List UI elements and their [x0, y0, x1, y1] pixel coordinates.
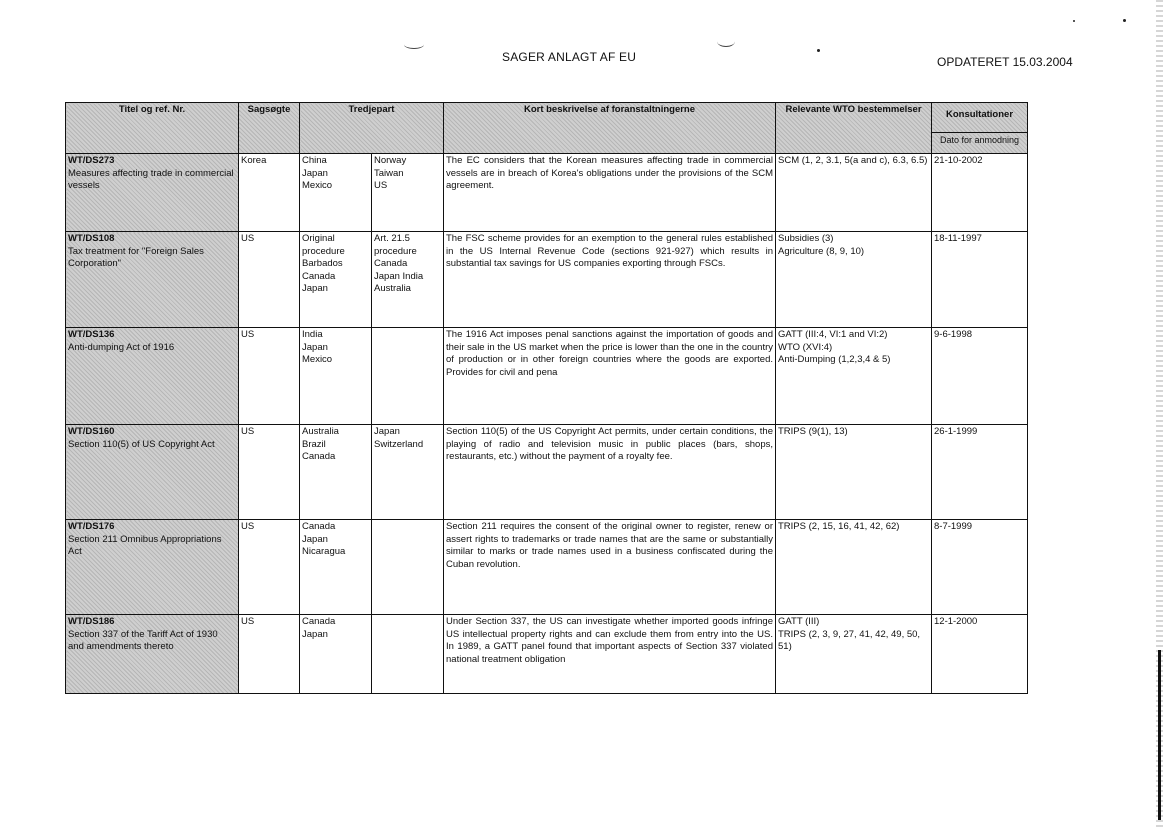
defendant-cell: [239, 328, 300, 425]
wto-cell: [776, 615, 932, 694]
case-name: Section 110(5) of US Copyright Act: [68, 438, 215, 450]
scan-edge-bar: [1158, 650, 1161, 820]
defendant: Korea: [241, 155, 267, 166]
table-row: [66, 154, 1028, 232]
table-row: [66, 328, 1028, 425]
wto-provision: TRIPS (9(1), 13): [778, 426, 848, 437]
case-ref: WT/DS273: [68, 155, 115, 166]
description-cell: [444, 232, 776, 328]
third-party-name: procedure: [374, 245, 417, 257]
third-party-name: Norway: [374, 155, 407, 166]
col-header-request-date: Dato for anmodning: [932, 133, 1028, 154]
third-party-name: Australia: [302, 426, 339, 437]
defendant-cell: [239, 615, 300, 694]
third-party-cell-b: [372, 520, 444, 615]
third-party-name: Barbados: [302, 258, 343, 269]
defendant: US: [241, 426, 255, 437]
description-cell: [444, 154, 776, 232]
date-cell: [932, 232, 1028, 328]
col-header-wto: Relevante WTO bestemmelser: [776, 103, 932, 154]
description-cell: [444, 520, 776, 615]
defendant-cell: [239, 425, 300, 520]
third-party-name: Japan: [302, 167, 328, 179]
case-ref: WT/DS186: [68, 616, 115, 627]
updated-date: OPDATERET 15.03.2004: [937, 55, 1073, 69]
wto-provision: Subsidies (3): [778, 233, 834, 244]
third-party-name: Nicaragua: [302, 546, 346, 557]
wto-provision: WTO (XVI:4): [778, 341, 833, 353]
scan-speck: [1123, 19, 1126, 22]
wto-provision: Anti-Dumping (1,2,3,4 & 5): [778, 354, 891, 365]
third-party-name: Canada: [374, 258, 408, 269]
scan-mark: [717, 36, 735, 47]
scan-mark: [404, 40, 424, 49]
scan-speck: [817, 49, 820, 52]
defendant: US: [241, 329, 255, 340]
third-party-name: Canada: [302, 521, 336, 532]
case-ref: WT/DS108: [68, 233, 115, 244]
description: Section 211 requires the consent of the original owner to register, renew or assert rights to trademarks or trade names that are the same or substantially similar to marks or trade names used in a business confiscated during the Cuban revolution.: [446, 521, 773, 570]
request-date: 21-10-2002: [934, 155, 983, 166]
page-title: SAGER ANLAGT AF EU: [502, 50, 637, 64]
third-party-cell-a: [300, 520, 372, 615]
case-title-cell: [66, 425, 239, 520]
third-party-cell-b: [372, 154, 444, 232]
third-party-name: China: [302, 155, 327, 166]
request-date: 8-7-1999: [934, 521, 973, 532]
third-party-name: US: [374, 180, 388, 191]
wto-provision: Agriculture (8, 9, 10): [778, 245, 865, 257]
case-name: Anti-dumping Act of 1916: [68, 341, 175, 353]
wto-provision: TRIPS (2, 3, 9, 27, 41, 42, 49, 50, 51): [778, 628, 921, 652]
third-party-name: Australia: [374, 283, 411, 294]
third-party-name: Brazil: [302, 438, 326, 450]
defendant-cell: [239, 232, 300, 328]
case-title-cell: [66, 520, 239, 615]
request-date: 9-6-1998: [934, 329, 973, 340]
third-party-name: procedure: [302, 245, 345, 257]
description-cell: [444, 328, 776, 425]
third-party-cell-a: [300, 232, 372, 328]
case-title-cell: [66, 328, 239, 425]
third-party-name: Mexico: [302, 180, 333, 191]
third-party-name: Art. 21.5: [374, 233, 410, 244]
third-party-name: Canada: [302, 616, 336, 627]
wto-cell: [776, 154, 932, 232]
description: The EC considers that the Korean measures affecting trade in commercial vessels are in breach of Korea's obligations under the provisions of the SCM agreement.: [446, 155, 773, 191]
wto-cell: [776, 425, 932, 520]
third-party-name: Mexico: [302, 354, 333, 365]
third-party-name: Japan: [302, 533, 328, 545]
third-party-name: Original: [302, 233, 335, 244]
case-ref: WT/DS136: [68, 329, 115, 340]
date-cell: [932, 154, 1028, 232]
case-ref: WT/DS176: [68, 521, 115, 532]
table-row: [66, 615, 1028, 694]
date-cell: [932, 615, 1028, 694]
col-header-defendant: Sagsøgte: [239, 103, 300, 154]
third-party-cell-b: [372, 328, 444, 425]
table-row: [66, 520, 1028, 615]
description: The 1916 Act imposes penal sanctions against the importation of goods and their sale in the US market when the price is lower than the one in the country of production or in other foreign countries where the goods are exported. Provides for civil and pena: [446, 329, 773, 378]
defendant-cell: [239, 520, 300, 615]
third-party-name: Japan: [302, 628, 328, 640]
defendant: US: [241, 521, 255, 532]
wto-cell: [776, 520, 932, 615]
case-name: Section 211 Omnibus Appropriations Act: [68, 533, 222, 557]
description: Under Section 337, the US can investigate whether imported goods infringe US intellectual property rights and can exclude them from entry into the US. In 1989, a GATT panel found that important aspects of Section 337 violated national treatment obligation: [446, 616, 773, 665]
case-title-cell: [66, 232, 239, 328]
description: The FSC scheme provides for an exemption to the general rules established in the US Internal Revenue Code (sections 921-927) which results in substantial tax savings for US companies exporting through FSCs.: [446, 233, 773, 269]
table-row: [66, 425, 1028, 520]
defendant: US: [241, 616, 255, 627]
wto-cell: [776, 328, 932, 425]
defendant-cell: [239, 154, 300, 232]
wto-provision: GATT (III): [778, 616, 820, 627]
request-date: 18-11-1997: [934, 233, 982, 244]
case-name: Measures affecting trade in commercial vessels: [68, 167, 234, 191]
wto-provision: TRIPS (2, 15, 16, 41, 42, 62): [778, 521, 900, 532]
third-party-name: Japan India: [374, 270, 424, 282]
case-title-cell: [66, 154, 239, 232]
col-header-title: Titel og ref. Nr.: [66, 103, 239, 154]
wto-provision: SCM (1, 2, 3.1, 5(a and c), 6.3, 6.5): [778, 155, 928, 166]
col-header-consultations: Konsultationer: [932, 103, 1028, 133]
third-party-cell-a: [300, 615, 372, 694]
case-name: Section 337 of the Tariff Act of 1930 and amendments thereto: [68, 628, 218, 652]
date-cell: [932, 425, 1028, 520]
third-party-name: Canada: [302, 451, 336, 462]
scan-speck: [1073, 20, 1075, 22]
description: Section 110(5) of the US Copyright Act permits, under certain conditions, the playing of radio and television music in public places (bars, shops, restaurants, etc.) without the payment of a royalty fee.: [446, 426, 773, 462]
third-party-cell-b: [372, 232, 444, 328]
cases-table: [65, 102, 1028, 694]
request-date: 26-1-1999: [934, 426, 978, 437]
third-party-name: Japan: [374, 426, 400, 437]
third-party-name: Taiwan: [374, 167, 404, 179]
case-ref: WT/DS160: [68, 426, 115, 437]
date-cell: [932, 328, 1028, 425]
third-party-cell-a: [300, 328, 372, 425]
third-party-name: Switzerland: [374, 438, 424, 450]
third-party-cell-a: [300, 425, 372, 520]
third-party-name: Japan: [302, 283, 328, 294]
third-party-cell-a: [300, 154, 372, 232]
third-party-name: Canada: [302, 270, 336, 282]
case-title-cell: [66, 615, 239, 694]
table-row: [66, 232, 1028, 328]
description-cell: [444, 425, 776, 520]
request-date: 12-1-2000: [934, 616, 978, 627]
third-party-name: India: [302, 329, 323, 340]
defendant: US: [241, 233, 255, 244]
col-header-third-party: Tredjepart: [300, 103, 444, 154]
third-party-name: Japan: [302, 341, 328, 353]
col-header-description: Kort beskrivelse af foranstaltningerne: [444, 103, 776, 154]
case-name: Tax treatment for "Foreign Sales Corporation": [68, 245, 204, 269]
wto-provision: GATT (III:4, VI:1 and VI:2): [778, 329, 888, 340]
third-party-cell-b: [372, 615, 444, 694]
third-party-cell-b: [372, 425, 444, 520]
description-cell: [444, 615, 776, 694]
wto-cell: [776, 232, 932, 328]
date-cell: [932, 520, 1028, 615]
